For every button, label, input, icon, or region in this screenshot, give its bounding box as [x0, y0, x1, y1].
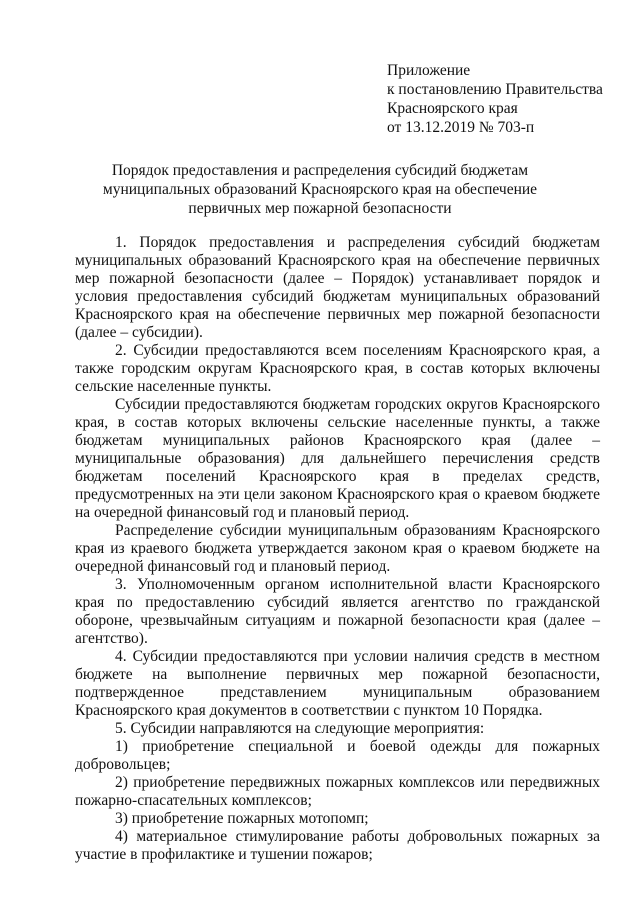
appendix-line-3: Красноярского края: [387, 100, 518, 117]
paragraph-1-procedure: 1. Порядок предоставления и распределения субсидий бюджетам муниципальных образований Красноярского края на обеспечение первичных мер пожарной безопасности (далее – Порядок) устанавливает порядок и условия предоставления субсидий бюджетам муниципальных образований Красноярского края на обеспечение первичных мер пожарной безопасности (далее – субсидии).: [75, 234, 600, 341]
paragraph-3-authority: 3. Уполномоченным органом исполнительной власти Красноярского края по предоставлению субсидий является агентство по гражданской обороне, чрезвычайным ситуациям и пожарной безопасности края (далее – агентство).: [75, 576, 600, 647]
list-item-2-complexes: 2) приобретение передвижных пожарных комплексов или передвижных пожарно-спасательных комплексов;: [75, 774, 600, 809]
document-title: [40, 161, 600, 218]
title-line-3: первичных мер пожарной безопасности: [188, 200, 452, 217]
paragraph-2-budgets: Субсидии предоставляются бюджетам городских округов Красноярского края, в состав которых включены сельские населенные пункты, а также бюджетам муниципальных районов Красноярского края (далее – муниципальные образования) для дальнейшего перечисления средств бюджетам поселений Красноярского края в пределах средств, предусмотренных на эти цели законом Красноярского края о краевом бюджете на очередной финансовый год и плановый период.: [75, 396, 600, 521]
paragraph-2-distribution: Распределение субсидии муниципальным образованиям Красноярского края из краевого бюджета утверждается законом края о краевом бюджете на очередной финансовый год и плановый период.: [75, 522, 600, 575]
appendix-line-1: Приложение: [387, 62, 471, 79]
list-item-1-clothing: 1) приобретение специальной и боевой одежды для пожарных добровольцев;: [75, 738, 600, 773]
appendix-block: [387, 61, 603, 137]
appendix-line-2: к постановлению Правительства: [387, 81, 603, 98]
document-body: [75, 234, 600, 864]
paragraph-4-conditions: 4. Субсидии предоставляются при условии наличия средств в местном бюджете на выполнение первичных мер пожарной безопасности, подтвержденное представлением муниципальным образованием Красноярского края документов в соответствии с пунктом 10 Порядка.: [75, 648, 600, 719]
paragraph-2-recipients: 2. Субсидии предоставляются всем поселениям Красноярского края, а также городским округам Красноярского края, в состав которых включены сельские населенные пункты.: [75, 342, 600, 395]
paragraph-5-activities: 5. Субсидии направляются на следующие мероприятия:: [115, 720, 485, 737]
list-item-3-pumps: 3) приобретение пожарных мотопомп;: [115, 810, 369, 827]
title-line-2: муниципальных образований Красноярского края на обеспечение: [102, 181, 538, 198]
appendix-line-4: от 13.12.2019 № 703-п: [387, 119, 535, 136]
title-line-1: Порядок предоставления и распределения субсидий бюджетам: [111, 162, 529, 179]
list-item-4-incentives: 4) материальное стимулирование работы добровольных пожарных за участие в профилактике и тушении пожаров;: [75, 828, 600, 863]
